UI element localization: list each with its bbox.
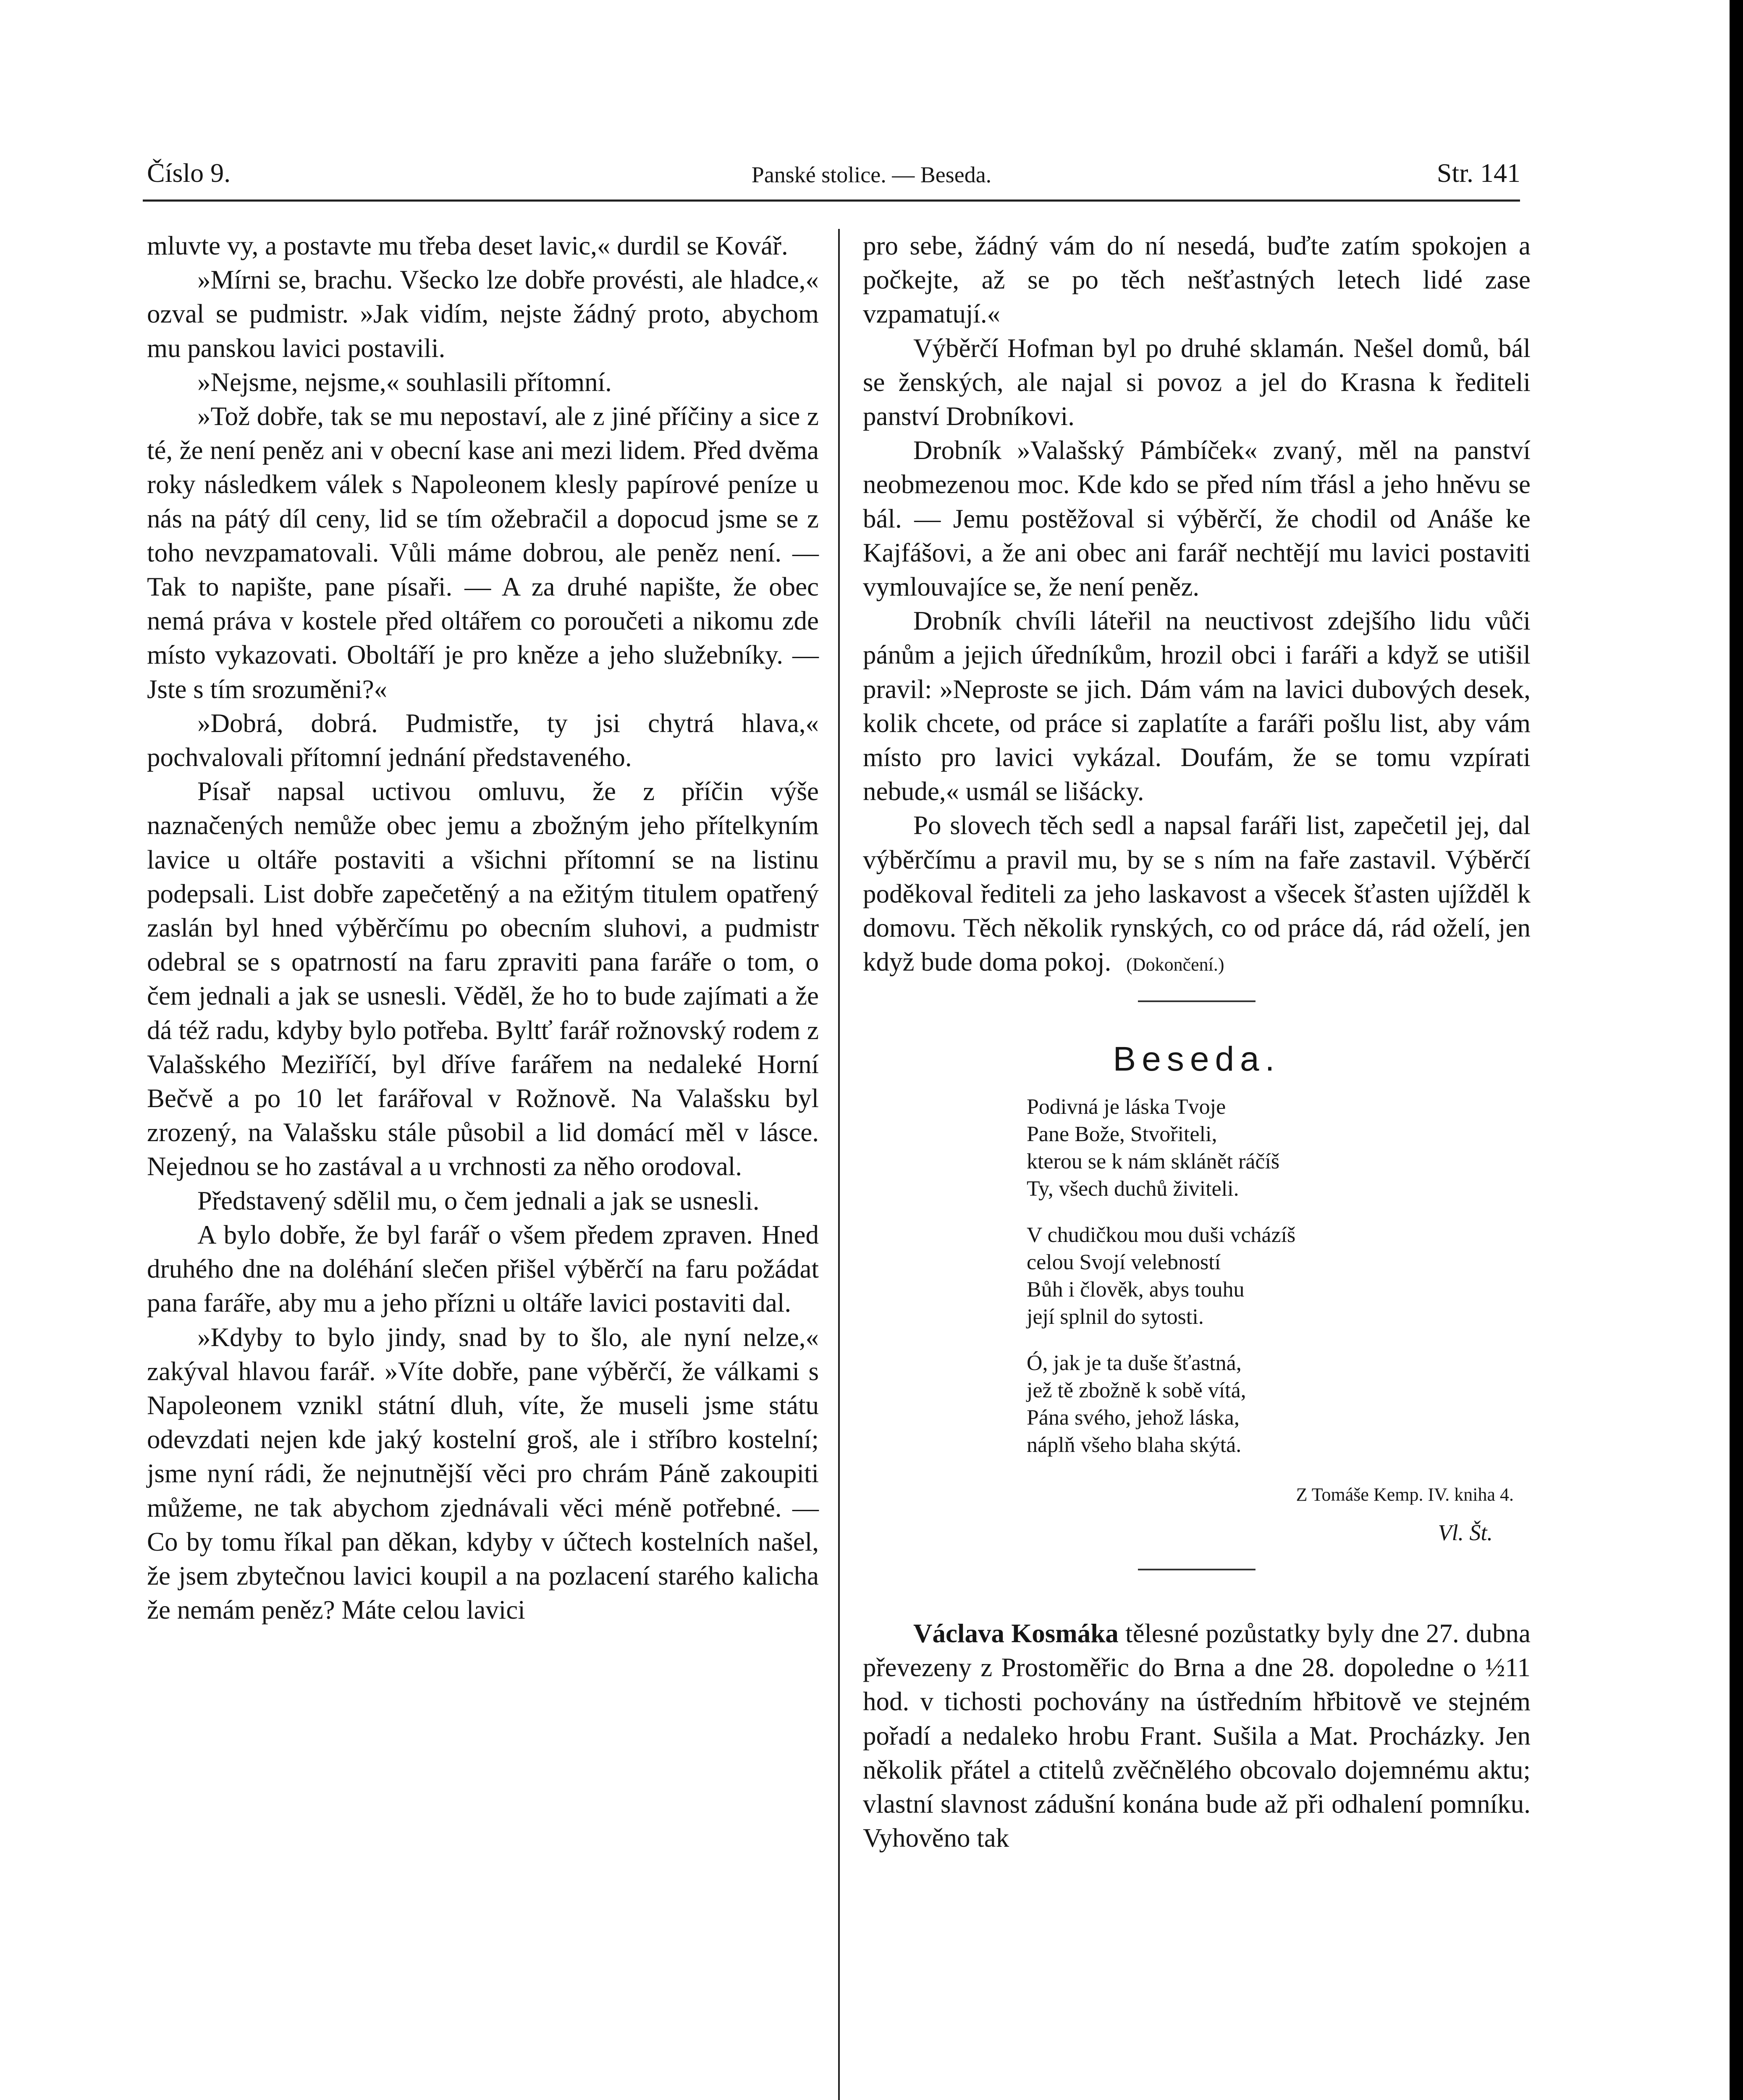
poem-line: její splnil do sytosti. [1027,1305,1204,1329]
poem-line: náplň všeho blaha skýtá. [1027,1433,1242,1457]
article-text: tělesné pozůstatky byly dne 27. dubna převezeny z Prostoměřic do Brna a dne 28. dopoledne o ½11 hod. v tichosti pochovány na ústředním hřbitově ve stejném pořadí a nedaleko hrobu Frant. Sušila a Mat. Procházky. Jen několik přátel a ctitelů zvěčnělého obcovalo dojemnému aktu; vlastní slavnost zádušní konána bude až při odhalení pomníku. Vyhověno tak [863,1619,1531,1853]
paragraph: Drobník chvíli láteřil na neuctivost zdejšího lidu vůči pánům a jejich úředníkům, hrozil obci i faráři a když se utišil pravil: »Neproste se jich. Dám vám na lavici dubových desek, kolik chcete, od práce si zaplatíte a faráři pošlu list, aby vám místo pro lavici vykázal. Doufám, že se tomu vzpírati nebude,« usmál se lišácky. [863,606,1531,806]
poem-line: Ty, všech duchů živiteli. [1027,1176,1239,1201]
paragraph: Písař napsal uctivou omluvu, že z příčin výše naznačených nemůže obec jemu a zbožným jeho přítelkyním lavice u oltáře postaviti a všichni přítomní se na listinu podepsali. List dobře zapečetěný a na ežitým titulem opatřený zaslán byl hned výběrčímu po obecním sluhovi, a pudmistr odebral se s opatrností na faru zpraviti pana faráře o tom, o čem jednali a jak se usnesli. Věděl, že ho to bude zajímati a že dá též radu, kdyby bylo potřeba. Byltť farář rožnovský rodem z Valašského Meziříčí, byl dříve farářem na nedaleké Horní Bečvě a po 10 let farářoval v Rožnově. Na Valašsku byl zrozený, na Valašsku stále působil a lid domácí měl v lásce. Nejednou se ho zastával a u vrchnosti za něho orodoval. [147,777,819,1181]
poem-line: Pane Bože, Stvořiteli, [1027,1122,1217,1146]
column-divider [838,229,840,2100]
paragraph: »Kdyby to bylo jindy, snad by to šlo, ale nyní nelze,« zakýval hlavou farář. »Víte dobře, pane výběrčí, že válkami s Napoleonem vznikl státní dluh, víte, že museli jsme státu odevzdati nejen kde jaký kostelní groš, ale i stříbro kostelní; jsme nyní rádi, že nejnutnější věci pro chrám Páně zakoupiti můžeme, ne tak abychom zjednávali věci méně potřebné. — Co by tomu říkal pan děkan, kdyby v účtech kostelních našel, že jsem zbytečnou lavici koupil a na pozlacení starého kalicha že nemám peněz? Máte celou lavici [147,1322,819,1625]
paragraph-with-note [863,808,1531,982]
paragraph: »Tož dobře, tak se mu nepostaví, ale z jiné příčiny a sice z té, že není peněz ani v obecní kase ani mezi lidem. Před dvěma roky následkem válek s Napoleonem klesly papírové peníze u nás na pátý díl ceny, lid se tím ožebračil a dopосud jsme se z toho nevzpamatovali. Vůli máme dobrou, ale peněz není. — Tak to napište, pane písaři. — A za druhé napište, že obec nemá práva v kostele před oltářem co poroučeti a nikomu zde místo vykazovati. Oboltáří je pro kněze a jeho služebníky. — Jste s tím srozuměni?« [147,402,819,704]
poem-line: kterou se k nám sklánět ráčíš [1027,1149,1280,1173]
stanza [1027,1221,1531,1331]
poem-line: Ó, jak je ta duše šťastná, [1027,1351,1242,1375]
stanza [1027,1349,1531,1459]
paragraph: »Nejsme, nejsme,« souhlasili přítomní. [197,367,612,397]
paragraph: »Mírni se, brachu. Všecko lze dobře provésti, ale hladce,« ozval se pudmistr. »Jak vidím, nejste žádný proto, abychom mu panskou lavici postavili. [147,265,819,363]
poem-line: Pána svého, jehož láska, [1027,1405,1240,1430]
article-lead: Václava Kosmáka [913,1619,1119,1648]
paragraph: Představený sdělil mu, o čem jednali a jak se usnesli. [197,1186,760,1215]
scan-edge [1730,0,1743,2100]
poem-source: Z Tomáše Kemp. IV. kniha 4. [1296,1484,1514,1505]
right-column [863,229,1531,1856]
stanza [1027,1093,1531,1202]
page-number: Str. 141 [1436,158,1520,188]
article-paragraph [863,1617,1531,1855]
poem-line: Bůh i člověk, abys touhu [1027,1277,1245,1302]
section-separator [1138,1000,1255,1002]
poem-line: Podivná je láska Tvoje [1027,1095,1226,1119]
poem-line: V chudičkou mou duši vcházíš [1027,1223,1296,1247]
poem [1027,1093,1531,1459]
poem-line: jež tě zbožně k sobě vítá, [1027,1378,1246,1402]
running-title: Panské stolice. — Beseda. [751,162,992,187]
paragraph: pro sebe, žádný vám do ní nesedá, buďte zatím spokojen a počkejte, až se po těch nešťastných letech lidé zase vzpamatují.« [863,231,1531,329]
paragraph: Po slovech těch sedl a napsal faráři list, zapečetil jej, dal výběrčímu a pravil mu, by se s ním na faře zastavil. Výběrčí poděkoval řediteli za jeho laskavost a všecek šťasten ujížděl k domovu. Těch několik rynských, co od práce dá, rád oželí, jen když bude doma pokoj. [863,811,1531,977]
header-rule [143,200,1520,202]
paragraph: Výběrčí Hofman byl po druhé sklamán. Nešel domů, bál se ženských, ale najal si povoz a jel do Krasna k řediteli panství Drobníkovi. [863,333,1531,431]
left-column [147,229,819,1627]
poem-line: celou Svojí velebností [1027,1250,1221,1274]
paragraph: A bylo dobře, že byl farář o všem předem zpraven. Hned druhého dne na doléhání slečen přišel výběrčí na faru požádat pana faráře, aby mu a jeho přízni u oltáře lavici postaviti dal. [147,1220,819,1318]
paragraph: Drobník »Valašský Pámbíček« zvaný, měl na panství neobmezenou moc. Kde kdo se před ním třásl a jeho hněvu se bál. — Jemu postěžoval si výběrčí, že chodil od Anáše ke Kajfášovi, a že ani obec ani farář nechtějí mu lavici postaviti vymlouvajíce se, že není peněz. [863,436,1531,602]
section-separator [1138,1569,1255,1570]
paragraph: mluvte vy, a postavte mu třeba deset lavic,« durdil se Kovář. [147,231,788,260]
issue-number: Číslo 9. [147,158,231,188]
paragraph: »Dobrá, dobrá. Pudmistře, ty jsi chytrá hlava,« pochvalovali přítomní jednání představeného. [147,708,819,772]
poem-title: Beseda. [1113,1040,1281,1079]
poem-author: Vl. Št. [1438,1520,1493,1545]
continued-note: (Dokončení.) [1126,954,1224,975]
